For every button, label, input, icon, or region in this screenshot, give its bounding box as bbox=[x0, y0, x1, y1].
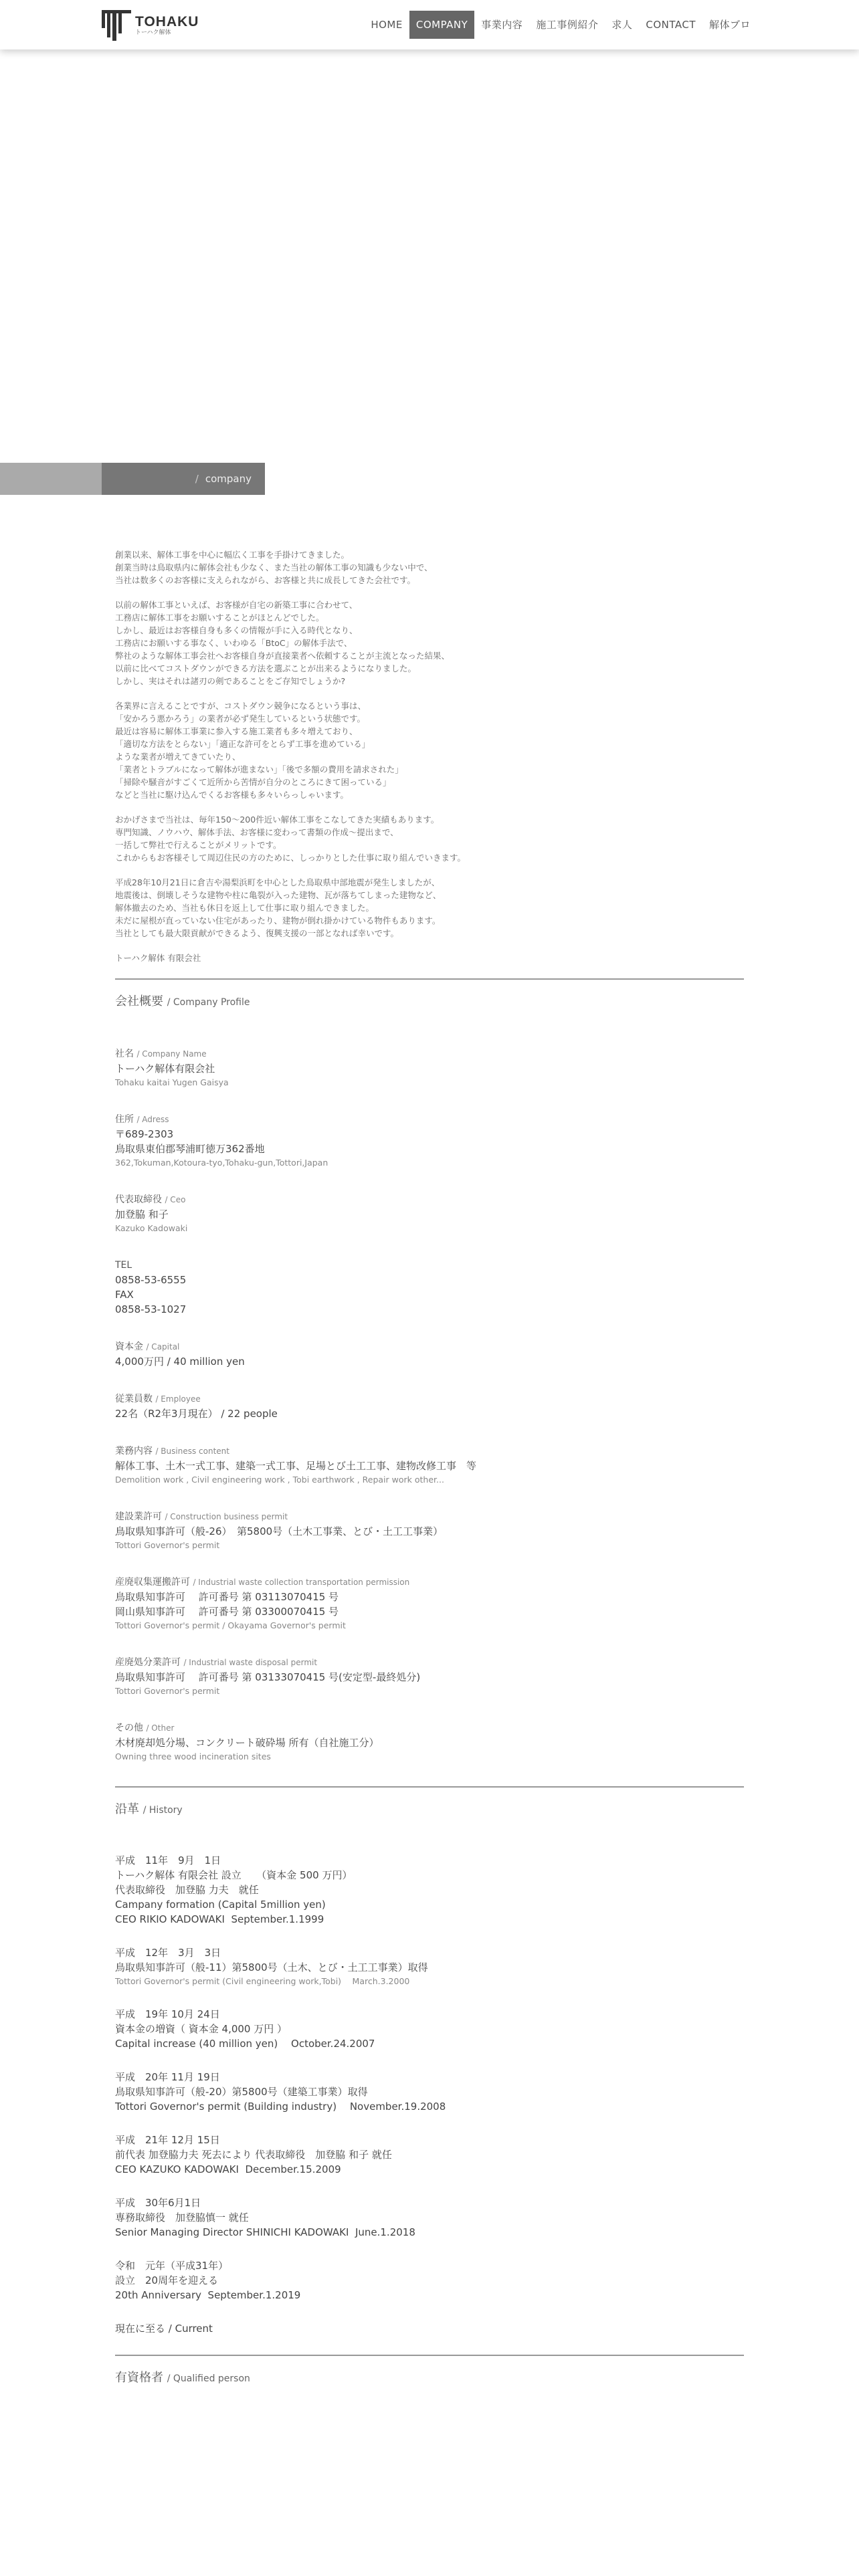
intro-text bbox=[115, 548, 744, 940]
hero-area bbox=[0, 49, 859, 461]
intro-paragraph bbox=[115, 599, 744, 687]
nav-home[interactable]: HOME bbox=[371, 19, 403, 31]
profile-list bbox=[115, 1047, 744, 1763]
history-item bbox=[115, 2258, 744, 2302]
profile-item bbox=[115, 1509, 744, 1552]
intro-line: これからもお客様そして周辺住民の方のために、しっかりとした仕事に取り組んでいきます。 bbox=[115, 853, 466, 863]
site-header bbox=[0, 0, 859, 49]
main-nav bbox=[364, 11, 757, 39]
history-line: 平成 21年 12月 15日 bbox=[115, 2134, 220, 2146]
history-list bbox=[115, 1853, 744, 2336]
intro-line: 工務店にお願いする事なく、いわゆる「BtoC」の解体手法で、 bbox=[115, 638, 353, 648]
profile-value: 〒689-2303 bbox=[115, 1128, 174, 1140]
profile-item bbox=[115, 1444, 744, 1487]
logo-mark-icon bbox=[102, 10, 131, 41]
profile-item bbox=[115, 1047, 744, 1089]
profile-label-ja: 資本金 bbox=[115, 1341, 143, 1352]
intro-line: 最近は容易に解体工事業に参入する施工業者も多々増えており、 bbox=[115, 726, 358, 736]
intro-line: おかげさまで当社は、毎年150〜200件近い解体工事をこなしてきた実績もあります。 bbox=[115, 815, 440, 825]
profile-value: 解体工事、土木一式工事、建築一式工事、足場とび土工工事、建物改修工事 等 bbox=[115, 1460, 477, 1472]
profile-label-ja: 従業員数 bbox=[115, 1394, 153, 1404]
profile-label-en: / Business content bbox=[155, 1446, 229, 1456]
signature: トーハク解体 有限会社 bbox=[115, 953, 201, 963]
intro-line: などと当社に駆け込んでくるお客様も多々いらっしゃいます。 bbox=[115, 790, 349, 800]
profile-label-ja: 代表取締役 bbox=[115, 1194, 162, 1205]
intro-line: 解体撤去のため、当社も休日を返上して仕事に取り組んできました。 bbox=[115, 903, 375, 913]
history-line: 令和 元年（平成31年） bbox=[115, 2260, 229, 2272]
profile-value: 0858-53-6555 bbox=[115, 1274, 187, 1286]
profile-label-en: / Company Name bbox=[136, 1049, 207, 1059]
intro-line: 一括して弊社で行えることがメリットです。 bbox=[115, 840, 282, 850]
intro-line: 創業当時は鳥取県内に解体会社も少なく、また当社の解体工事の知識も少ない中で、 bbox=[115, 562, 433, 572]
profile-value-en: Tottori Governor's permit / Okayama Governor's permit bbox=[115, 1620, 346, 1630]
profile-label bbox=[115, 1392, 744, 1406]
profile-label-ja: 社名 bbox=[115, 1049, 134, 1059]
history-title bbox=[115, 1800, 744, 1817]
history-line: 資本金の増資（ 資本金 4,000 万円 ） bbox=[115, 2023, 288, 2035]
profile-title bbox=[115, 992, 744, 1009]
intro-paragraph bbox=[115, 876, 744, 940]
section-divider bbox=[115, 978, 744, 980]
history-item bbox=[115, 2007, 744, 2051]
profile-label-en: / Industrial waste disposal permit bbox=[183, 1658, 318, 1667]
history-line: トーハク解体 有限会社 設立 （資本金 500 万円） bbox=[115, 1869, 353, 1881]
history-title-ja: 沿革 bbox=[115, 1802, 139, 1816]
nav-recruit[interactable]: 求人 bbox=[611, 19, 633, 31]
logo[interactable] bbox=[102, 9, 199, 41]
profile-label-en: / Industrial waste collection transportation permission bbox=[193, 1578, 410, 1587]
intro-line: 地震後は、倒壊しそうな建物や柱に亀裂が入った建物、瓦が落ちてしまった建物など、 bbox=[115, 890, 442, 900]
profile-label-ja: その他 bbox=[115, 1723, 143, 1733]
intro-line: 専門知識、ノウハウ、解体手法、お客様に変わって書類の作成〜提出まで、 bbox=[115, 827, 399, 837]
history-line: 前代表 加登脇力夫 死去により 代表取締役 加登脇 和子 就任 bbox=[115, 2149, 392, 2161]
profile-item bbox=[115, 1575, 744, 1632]
profile-value: 加登脇 和子 bbox=[115, 1208, 169, 1220]
history-line: 平成 12年 3月 3日 bbox=[115, 1947, 221, 1959]
profile-label bbox=[115, 1721, 744, 1735]
profile-value: 鳥取県知事許可（般-26） 第5800号（土木工事業、とび・土工工事業） bbox=[115, 1525, 444, 1537]
nav-company[interactable]: COMPANY bbox=[409, 11, 474, 39]
intro-line: 創業以来、解体工事を中心に幅広く工事を手掛けてきました。 bbox=[115, 550, 350, 560]
profile-label bbox=[115, 1339, 744, 1354]
history-line: 鳥取県知事許可（般-11）第5800号（土木、とび・土工工事業）取得 bbox=[115, 1961, 428, 1973]
qualified-title bbox=[115, 2368, 744, 2385]
history-item bbox=[115, 1945, 744, 1988]
profile-label-en: / Capital bbox=[146, 1342, 180, 1352]
intro-line: ような業者が増えてきていたり、 bbox=[115, 752, 241, 762]
history-line: 設立 20周年を迎える bbox=[115, 2274, 219, 2286]
profile-title-ja: 会社概要 bbox=[115, 994, 163, 1008]
profile-label-ja: 産廃処分業許可 bbox=[115, 1657, 181, 1668]
profile-item bbox=[115, 1392, 744, 1421]
profile-label-ja: 産廃収集運搬許可 bbox=[115, 1577, 190, 1588]
intro-line: 当社としても最大限貢献ができるよう、復興支援の一部となれば幸いです。 bbox=[115, 928, 399, 938]
history-line: CEO RIKIO KADOWAKI September.1.1999 bbox=[115, 1913, 324, 1925]
profile-item bbox=[115, 1339, 744, 1369]
profile-label-en: / Employee bbox=[155, 1394, 201, 1404]
history-item bbox=[115, 2070, 744, 2114]
history-line: 鳥取県知事許可（般-20）第5800号（建築工事業）取得 bbox=[115, 2086, 368, 2098]
nav-contact[interactable]: CONTACT bbox=[646, 19, 696, 31]
history-line-en: Tottori Governor's permit (Civil engineering work,Tobi) March.3.2000 bbox=[115, 1976, 410, 1986]
intro-line: 「適切な方法をとらない」「適正な許可をとらず工事を進めている」 bbox=[115, 739, 371, 749]
history-line: 代表取締役 加登脇 力夫 就任 bbox=[115, 1884, 259, 1896]
history-line: 専務取締役 加登脇慎一 就任 bbox=[115, 2212, 249, 2224]
history-item bbox=[115, 2133, 744, 2177]
intro-line: 各業界に言えることですが、コストダウン競争になるという事は、 bbox=[115, 701, 367, 711]
history-line: 平成 19年 10月 24日 bbox=[115, 2008, 220, 2020]
history-line: Capital increase (40 million yen) October.24.2007 bbox=[115, 2038, 375, 2050]
profile-value-en: Tohaku kaitai Yugen Gaisya bbox=[115, 1077, 229, 1087]
profile-label-ja: 業務内容 bbox=[115, 1446, 153, 1457]
band-label: company bbox=[205, 473, 252, 485]
profile-value: 鳥取県知事許可 許可番号 第 03133070415 号(安定型-最終処分) bbox=[115, 1671, 421, 1683]
intro-line: 当社は数多くのお客様に支えられながら、お客様と共に成長してきた会社です。 bbox=[115, 575, 416, 585]
intro-line: 平成28年10月21日に倉吉や湯梨浜町を中心とした鳥取県中部地震が発生しましたが、 bbox=[115, 877, 440, 887]
nav-business[interactable]: 事業内容 bbox=[481, 19, 523, 31]
history-line: Campany formation (Capital 5million yen) bbox=[115, 1899, 326, 1911]
intro-line: 以前に比べてコストダウンができる方法を選ぶことが出来るようになりました。 bbox=[115, 663, 417, 673]
profile-item bbox=[115, 1192, 744, 1235]
profile-item bbox=[115, 1112, 744, 1170]
intro-line: 弊社のような解体工事会社へお客様自身が直接業者へ依頼することが主流となった結果、 bbox=[115, 651, 450, 661]
profile-value-en: Owning three wood incineration sites bbox=[115, 1751, 271, 1761]
profile-label bbox=[115, 1509, 744, 1524]
history-item bbox=[115, 2321, 744, 2336]
qualified-title-ja: 有資格者 bbox=[115, 2371, 163, 2385]
history-title-en: / History bbox=[142, 1805, 183, 1816]
profile-label-en: / Other bbox=[146, 1723, 175, 1733]
page-title-band bbox=[0, 463, 265, 495]
band-slash: / bbox=[195, 473, 199, 485]
profile-value-en: Tottori Governor's permit bbox=[115, 1686, 220, 1696]
profile-value-en: Tottori Governor's permit bbox=[115, 1540, 220, 1550]
intro-line: 「掃除や騒音がすごくて近所から苦情が自分のところにきて困っている」 bbox=[115, 777, 391, 787]
profile-label bbox=[115, 1655, 744, 1670]
nav-blog[interactable]: 解体ブロ bbox=[708, 19, 751, 31]
profile-item bbox=[115, 1655, 744, 1698]
profile-value: 4,000万円 / 40 million yen bbox=[115, 1356, 245, 1368]
profile-item bbox=[115, 1721, 744, 1763]
intro-line: しかし、最近はお客様自身も多くの情報が手に入る時代となり、 bbox=[115, 625, 358, 635]
profile-label bbox=[115, 1047, 744, 1061]
history-line: Tottori Governor's permit (Building industry) November.19.2008 bbox=[115, 2101, 446, 2113]
profile-title-en: / Company Profile bbox=[167, 997, 250, 1008]
main-content bbox=[115, 548, 744, 2385]
nav-works[interactable]: 施工事例紹介 bbox=[536, 19, 599, 31]
profile-label bbox=[115, 1192, 744, 1207]
logo-name: TOHAKU bbox=[135, 13, 199, 29]
intro-paragraph bbox=[115, 700, 744, 801]
profile-label bbox=[115, 1112, 744, 1127]
profile-label-en: / Construction business permit bbox=[165, 1512, 288, 1521]
profile-label bbox=[115, 1258, 744, 1273]
profile-value-en: 362,Tokuman,Kotoura-tyo,Tohaku-gun,Tottori,Japan bbox=[115, 1158, 328, 1168]
intro-line: 工務店に解体工事をお願いすることがほとんどでした。 bbox=[115, 613, 324, 623]
history-item bbox=[115, 2195, 744, 2240]
profile-value: FAX bbox=[115, 1289, 134, 1301]
history-line: 平成 20年 11月 19日 bbox=[115, 2071, 220, 2083]
band-left-block bbox=[0, 463, 102, 495]
profile-value: 岡山県知事許可 許可番号 第 03300070415 号 bbox=[115, 1606, 339, 1618]
logo-subtitle: トーハク解体 bbox=[135, 29, 171, 36]
qualified-title-en: / Qualified person bbox=[167, 2373, 250, 2384]
profile-item bbox=[115, 1258, 744, 1317]
profile-label bbox=[115, 1444, 744, 1459]
profile-value: 木材廃却処分場、コンクリート破砕場 所有（自社施工分） bbox=[115, 1737, 379, 1749]
history-line: CEO KAZUKO KADOWAKI December.15.2009 bbox=[115, 2163, 341, 2175]
intro-paragraph bbox=[115, 548, 744, 586]
history-line: 平成 11年 9月 1日 bbox=[115, 1854, 221, 1866]
profile-value: トーハク解体有限会社 bbox=[115, 1063, 215, 1075]
intro-paragraph bbox=[115, 813, 744, 864]
history-line: Senior Managing Director SHINICHI KADOWAKI June.1.2018 bbox=[115, 2226, 415, 2238]
intro-line: 「安かろう悪かろう」の業者が必ず発生しているという状態です。 bbox=[115, 714, 366, 724]
intro-line: 「業者とトラブルになって解体が進まない」「後で多額の費用を請求された」 bbox=[115, 764, 403, 774]
profile-label-ja: 住所 bbox=[115, 1114, 134, 1125]
profile-label-en: / Ceo bbox=[165, 1195, 186, 1204]
profile-label-en: / Adress bbox=[136, 1115, 169, 1124]
profile-value: 鳥取県知事許可 許可番号 第 03113070415 号 bbox=[115, 1591, 339, 1603]
band-label-block bbox=[102, 463, 265, 495]
section-divider bbox=[115, 1786, 744, 1788]
history-line: 平成 30年6月1日 bbox=[115, 2197, 201, 2209]
profile-label-ja: 建設業許可 bbox=[115, 1511, 162, 1522]
profile-value: 0858-53-1027 bbox=[115, 1303, 187, 1315]
profile-label-ja: TEL bbox=[115, 1260, 132, 1271]
profile-value: 22名（R2年3月現在） / 22 people bbox=[115, 1408, 278, 1420]
intro-line: 以前の解体工事といえば、お客様が自宅の新築工事に合わせて、 bbox=[115, 600, 358, 610]
history-item bbox=[115, 1853, 744, 1927]
profile-value-en: Kazuko Kadowaki bbox=[115, 1223, 188, 1233]
section-divider bbox=[115, 2355, 744, 2356]
profile-label bbox=[115, 1575, 744, 1590]
profile-value: 鳥取県東伯郡琴浦町徳万362番地 bbox=[115, 1143, 265, 1155]
history-line: 20th Anniversary September.1.2019 bbox=[115, 2289, 301, 2301]
intro-line: しかし、実はそれは諸刃の剣であることをご存知でしょうか? bbox=[115, 676, 346, 686]
profile-value-en: Demolition work , Civil engineering work , Tobi earthwork , Repair work other... bbox=[115, 1475, 444, 1485]
history-line: 現在に至る / Current bbox=[115, 2323, 213, 2335]
intro-line: 未だに屋根が直っていない住宅があったり、建物が倒れ掛かけている物件もあります。 bbox=[115, 916, 441, 926]
